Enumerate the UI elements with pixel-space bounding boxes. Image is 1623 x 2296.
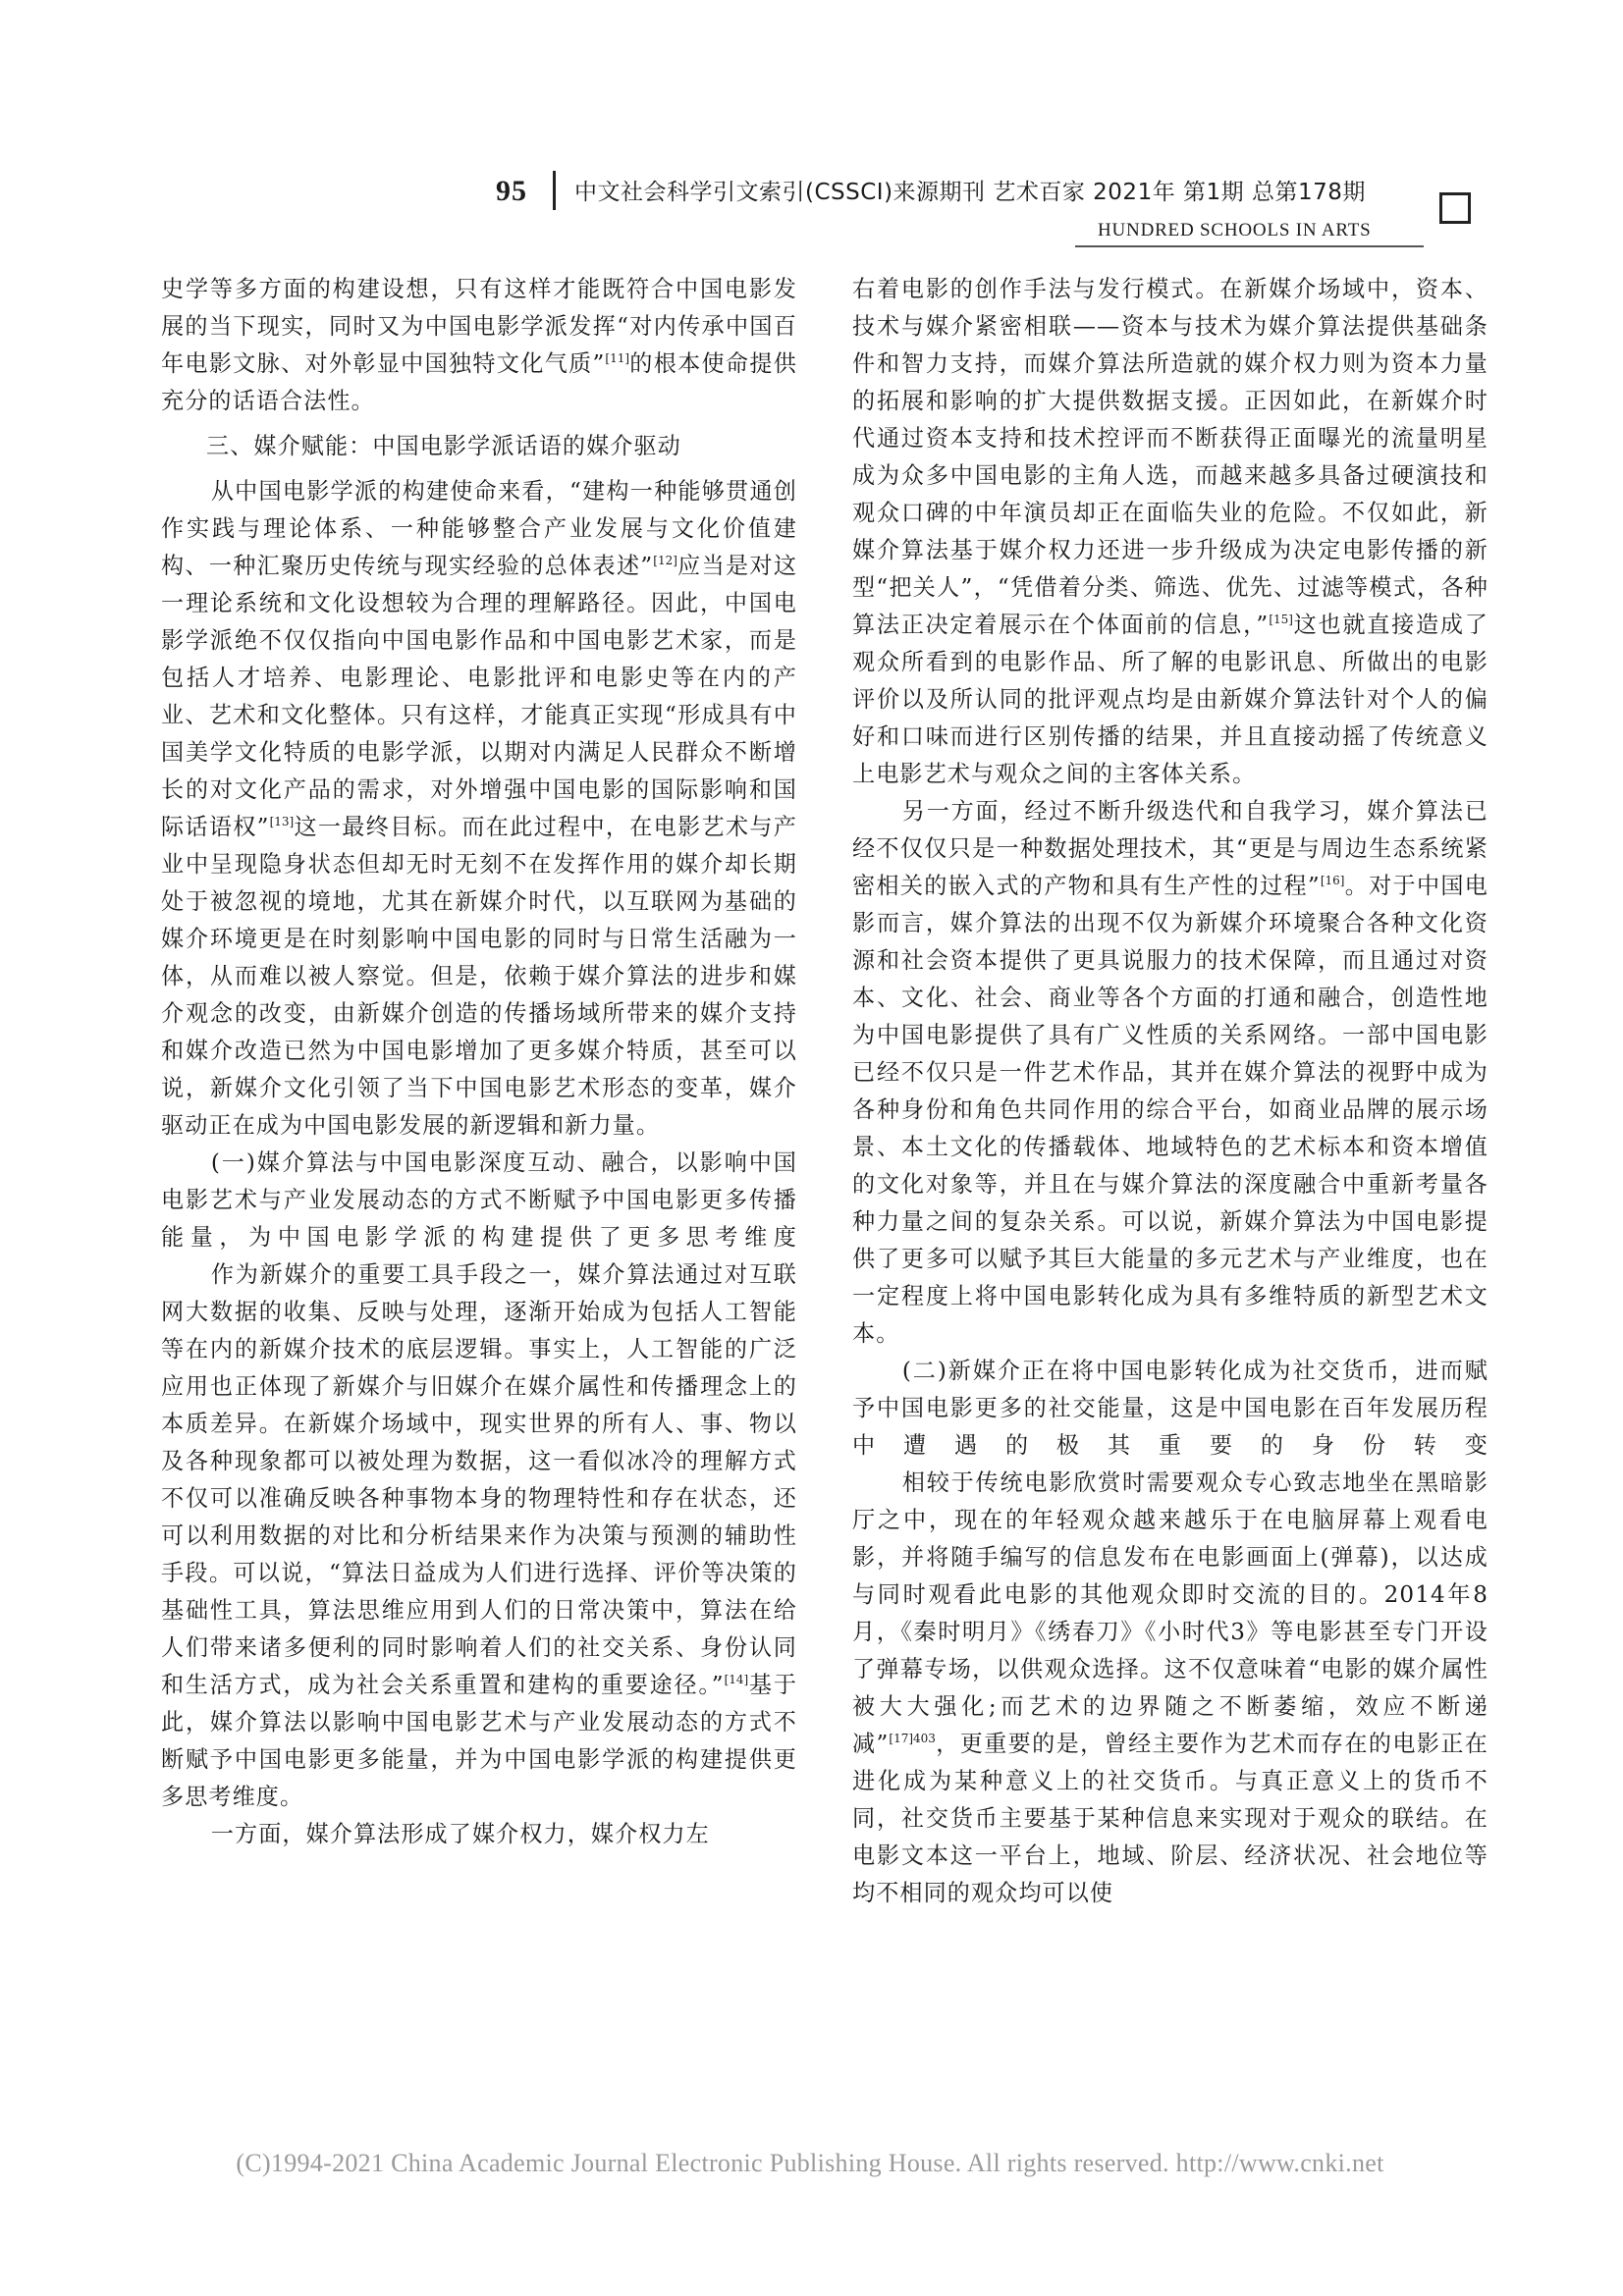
copyright-footer: (C)1994-2021 China Academic Journal Electronic Publishing House. All rights reserved. http://www.cnki.net (236, 2149, 1384, 2177)
header-divider (553, 171, 556, 210)
paragraph: 史学等多方面的构建设想，只有这样才能既符合中国电影发展的当下现实，同时又为中国电影学派发挥“对内传承中国百年电影文脉、对外彰显中国独特文化气质”[11]的根本使命提供充分的话语合法性。 (161, 277, 797, 414)
paragraph: 右着电影的创作手法与发行模式。在新媒介场域中，资本、技术与媒介紧密相联——资本与技术为媒介算法提供基础条件和智力支持，而媒介算法所造就的媒介权力则为资本力量的拓展和影响的扩大提供数据支援。正因如此，在新媒介时代通过资本支持和技术控评而不断获得正面曝光的流量明星成为众多中国电影的主角人选，而越来越多具备过硬演技和观众口碑的中年演员却正在面临失业的危险。不仅如此，新媒介算法基于媒介权力还进一步升级成为决定电影传播的新型“把关人”，“凭借着分类、筛选、优先、过滤等模式，各种算法正决定着展示在个体面前的信息，”[15]这也就直接造成了观众所看到的电影作品、所了解的电影讯息、所做出的电影评价以及所认同的批评观点均是由新媒介算法针对个人的偏好和口味而进行区别传播的结果，并且直接动摇了传统意义上电影艺术与观众之间的主客体关系。 (852, 277, 1488, 787)
left-column (161, 271, 797, 1853)
journal-english-title: HUNDRED SCHOOLS IN ARTS (1098, 220, 1372, 240)
citation-ref[interactable]: [16] (1320, 874, 1345, 887)
paragraph: 从中国电影学派的构建使命来看，“建构一种能够贯通创作实践与理论体系、一种能够整合产业发展与文化价值建构、一种汇聚历史传统与现实经验的总体表述”[12]应当是对这一理论系统和文化设想较为合理的理解路径。因此，中国电影学派绝不仅仅指向中国电影作品和中国电影艺术家，而是包括人才培养、电影理论、电影批评和电影史等在内的产业、艺术和文化整体。只有这样，才能真正实现“形成具有中国美学文化特质的电影学派，以期对内满足人民群众不断增长的对文化产品的需求，对外增强中国电影的国际影响和国际话语权”[13]这一最终目标。而在此过程中，在电影艺术与产业中呈现隐身状态但却无时无刻不在发挥作用的媒介却长期处于被忽视的境地，尤其在新媒介时代，以互联网为基础的媒介环境更是在时刻影响中国电影的同时与日常生活融为一体，从而难以被人察觉。但是，依赖于媒介算法的进步和媒介观念的改变，由新媒介创造的传播场域所带来的媒介支持和媒介改造已然为中国电影增加了更多媒介特质，甚至可以说，新媒介文化引领了当下中国电影艺术形态的变革，媒介驱动正在成为中国电影发展的新逻辑和新力量。 (161, 479, 798, 1139)
paragraph: 另一方面，经过不断升级迭代和自我学习，媒介算法已经不仅仅只是一种数据处理技术，其“更是与周边生态系统紧密相关的嵌入式的产物和具有生产性的过程”[16]。对于中国电影而言，媒介算法的出现不仅为新媒介环境聚合各种文化资源和社会资本提供了更具说服力的技术保障，而且通过对资本、文化、社会、商业等各个方面的打通和融合，创造性地为中国电影提供了具有广义性质的关系网络。一部中国电影已经不仅只是一件艺术作品，其并在媒介算法的视野中成为各种身份和角色共同作用的综合平台，如商业品牌的展示场景、本土文化的传播载体、地域特色的艺术标本和资本增值的文化对象等，并且在与媒介算法的深度融合中重新考量各种力量之间的复杂关系。可以说，新媒介算法为中国电影提供了更多可以赋予其巨大能量的多元艺术与产业维度，也在一定程度上将中国电影转化成为具有多维特质的新型艺术文本。 (852, 799, 1488, 1347)
paragraph: 一方面，媒介算法形成了媒介权力，媒介权力左 (210, 1822, 710, 1847)
citation-ref[interactable]: [12] (653, 554, 677, 567)
paragraph: 作为新媒介的重要工具手段之一，媒介算法通过对互联网大数据的收集、反映与处理，逐渐开始成为包括人工智能等在内的新媒介技术的底层逻辑。事实上，人工智能的广泛应用也正体现了新媒介与旧媒介在媒介属性和传播理念上的本质差异。在新媒介场域中，现实世界的所有人、事、物以及各种现象都可以被处理为数据，这一看似冰冷的理解方式不仅可以准确反映各种事物本身的物理特性和存在状态，还可以利用数据的对比和分析结果来作为决策与预测的辅助性手段。可以说，“算法日益成为人们进行选择、评价等决策的基础性工具，算法思维应用到人们的日常决策中，算法在给人们带来诸多便利的同时影响着人们的社交关系、身份认同和生活方式，成为社会关系重置和建构的重要途径。”[14]基于此，媒介算法以影响中国电影艺术与产业发展动态的方式不断赋予中国电影更多能量，并为中国电影学派的构建提供更多思考维度。 (161, 1262, 798, 1810)
page-header (0, 0, 1623, 255)
citation-ref[interactable]: [15] (1269, 613, 1293, 626)
header-rule (1075, 245, 1424, 247)
citation-ref[interactable]: [17]403 (889, 1732, 936, 1745)
subsection-heading: (二)新媒介正在将中国电影转化成为社交货币，进而赋予中国电影更多的社交能量，这是中国电影在百年发展历程中遭遇的极其重要的身份转变 (852, 1359, 1488, 1459)
square-mark-icon (1439, 192, 1471, 224)
citation-ref[interactable]: [13] (269, 815, 295, 828)
journal-info: 中文社会科学引文索引(CSSCI)来源期刊 艺术百家 2021年 第1期 总第178期 (574, 180, 1366, 205)
section-heading: 三、媒介赋能：中国电影学派话语的媒介驱动 (206, 434, 681, 459)
paragraph: 相较于传统电影欣赏时需要观众专心致志地坐在黑暗影厅之中，现在的年轻观众越来越乐于在电脑屏幕上观看电影，并将随手编写的信息发布在电影画面上(弹幕)，以达成与同时观看此电影的其他观众即时交流的目的。2014年8月，《秦时明月》《绣春刀》《小时代3》等电影甚至专门开设了弹幕专场，以供观众选择。这不仅意味着“电影的媒介属性被大大强化;而艺术的边界随之不断萎缩，效应不断递减”$^{[17]403}$，更重要的是，曾经主要作为艺术而存在的电影正在进化成为某种意义上的社交货币。与真正意义上的货币不同，社交货币主要基于某种信息来实现对于观众的联结。在电影文本这一平台上，地域、阶层、经济状况、社会地位等均不相同的观众均可以使 (852, 1470, 1488, 1906)
citation-ref[interactable]: [14] (724, 1673, 749, 1686)
citation-ref[interactable]: [11] (605, 351, 630, 365)
page-number: 95 (496, 175, 527, 207)
subsection-heading: (一)媒介算法与中国电影深度互动、融合，以影响中国电影艺术与产业发展动态的方式不断赋予中国电影更多传播能量，为中国电影学派的构建提供了更多思考维度 (161, 1150, 797, 1251)
right-column (852, 271, 1488, 1912)
